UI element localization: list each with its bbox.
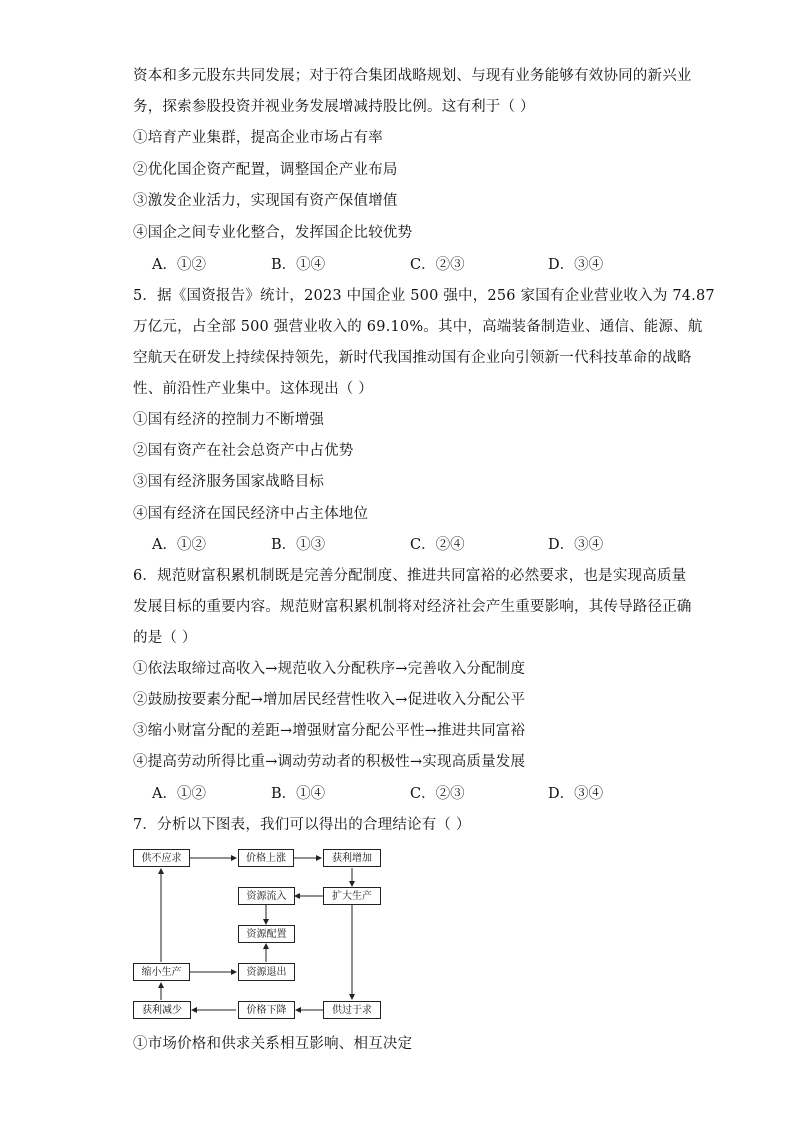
- box-expand-production: 扩大生产: [323, 887, 381, 905]
- q6-statement-3: ③缩小财富分配的差距→增强财富分配公平性→推进共同富裕: [133, 723, 526, 739]
- box-resource-out: 资源退出: [238, 963, 295, 981]
- box-resource-allocation: 资源配置: [238, 925, 295, 943]
- box-profit-down: 获利减少: [133, 1001, 191, 1019]
- q4-line-1: 资本和多元股东共同发展；对于符合集团战略规划、与现有业务能够有效协同的新兴业: [133, 68, 692, 84]
- box-shrink-production: 缩小生产: [133, 963, 190, 981]
- q6-statement-2: ②鼓励按要素分配→增加居民经营性收入→促进收入分配公平: [133, 692, 526, 708]
- q4-option-a[interactable]: A．①②: [152, 257, 206, 273]
- market-mechanism-diagram: [128, 842, 398, 1022]
- q6-statement-4: ④提高劳动所得比重→调动劳动者的积极性→实现高质量发展: [133, 754, 526, 770]
- q5-option-c[interactable]: C．②④: [410, 537, 465, 553]
- q6-line-3: 的是（ ）: [133, 630, 197, 646]
- q4-option-b[interactable]: B．①④: [271, 257, 326, 273]
- q4-statement-2: ②优化国企资产配置，调整国企产业布局: [133, 162, 398, 178]
- q5-statement-1: ①国有经济的控制力不断增强: [133, 412, 325, 428]
- q5-statement-2: ②国有资产在社会总资产中占优势: [133, 443, 354, 459]
- q5-statement-4: ④国有经济在国民经济中占主体地位: [133, 506, 369, 522]
- q4-option-c[interactable]: C．②③: [410, 257, 465, 273]
- box-price-down: 价格下降: [238, 1001, 295, 1019]
- box-supply-excess: 供过于求: [323, 1001, 381, 1019]
- q5-option-d[interactable]: D．③④: [548, 537, 604, 553]
- box-profit-up: 获利增加: [323, 849, 381, 867]
- q6-option-d[interactable]: D．③④: [548, 786, 604, 802]
- q4-statement-3: ③激发企业活力，实现国有资产保值增值: [133, 193, 398, 209]
- q5-line-4: 性、前沿性产业集中。这体现出（ ）: [133, 381, 374, 397]
- q5-line-3: 空航天在研发上持续保持领先，新时代我国推动国有企业向引领新一代科技革命的战略: [133, 350, 692, 366]
- q4-statement-4: ④国企之间专业化整合，发挥国企比较优势: [133, 225, 413, 241]
- q5-statement-3: ③国有经济服务国家战略目标: [133, 474, 325, 490]
- q6-line-1: 6．规范财富积累机制既是完善分配制度、推进共同富裕的必然要求，也是实现高质量: [133, 568, 687, 584]
- q6-statement-1: ①依法取缔过高收入→规范收入分配秩序→完善收入分配制度: [133, 661, 526, 677]
- q4-line-2: 务，探索参股投资并视业务发展增减持股比例。这有利于（ ）: [133, 99, 535, 115]
- q5-option-b[interactable]: B．①③: [271, 537, 326, 553]
- q7-statement-1: ①市场价格和供求关系相互影响、相互决定: [133, 1036, 413, 1052]
- q5-line-1: 5．据《国资报告》统计，2023 中国企业 500 强中，256 家国有企业营业收入为 74.87: [133, 288, 715, 304]
- q6-option-b[interactable]: B．①④: [271, 786, 326, 802]
- q5-line-2: 万亿元，占全部 500 强营业收入的 69.10%。其中，高端装备制造业、通信、能源、航: [133, 319, 703, 335]
- box-resource-in: 资源流入: [238, 887, 295, 905]
- box-price-up: 价格上涨: [238, 849, 294, 867]
- q6-option-c[interactable]: C．②③: [410, 786, 465, 802]
- q4-statement-1: ①培育产业集群，提高企业市场占有率: [133, 130, 383, 146]
- q4-option-d[interactable]: D．③④: [548, 257, 604, 273]
- q7-line-1: 7．分析以下图表，我们可以得出的合理结论有（ ）: [133, 817, 471, 833]
- box-supply-short: 供不应求: [133, 849, 190, 867]
- q6-line-2: 发展目标的重要内容。规范财富积累机制将对经济社会产生重要影响，其传导路径正确: [133, 599, 692, 615]
- q5-option-a[interactable]: A．①②: [152, 537, 206, 553]
- q6-option-a[interactable]: A．①②: [152, 786, 206, 802]
